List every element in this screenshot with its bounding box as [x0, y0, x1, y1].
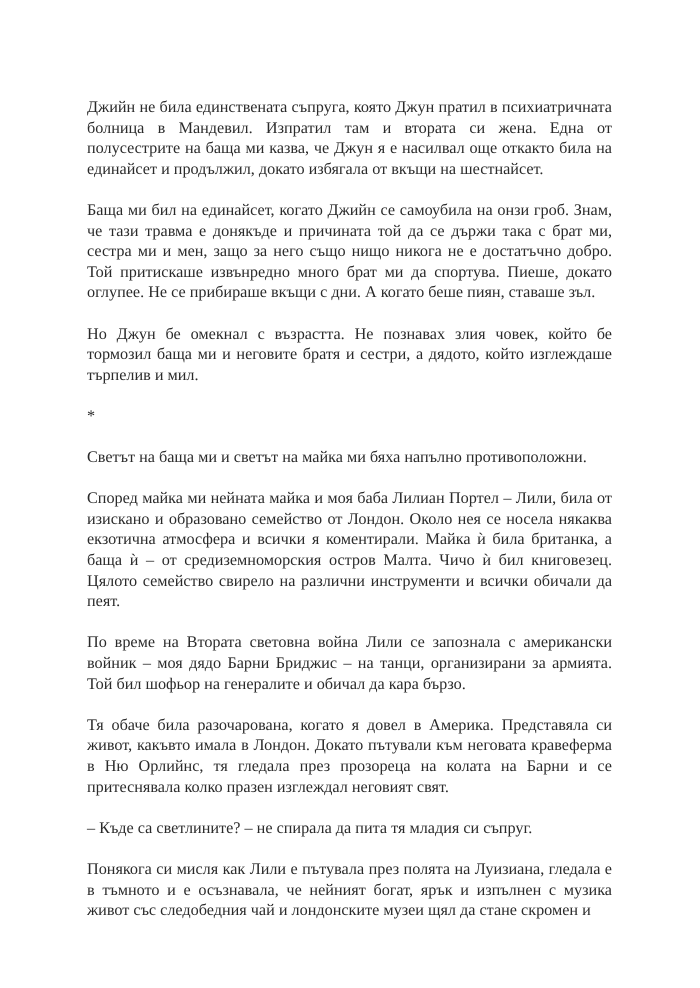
paragraph: Светът на баща ми и светът на майка ми бяха напълно противоположни. [87, 448, 587, 467]
paragraph: Тя обаче била разочарована, когато я довел в Америка. Представяла си живот, какъвто имала в Лондон. Докато пътували към неговата кравеферма в Ню Орлийнс, тя гледала през прозореца на колата на Барни и се притеснявала колко празен изглеждал неговият свят. [87, 715, 612, 796]
paragraph: Джийн не била единствената съпруга, която Джун пратил в психиатричната болница в Мандевил. Изпратил там и втората си жена. Една от полусестрите на баща ми казва, че Джун я е насилвал още откакто била на единайсет и продължил, докато избягала от вкъщи на шестнайсет. [87, 98, 612, 178]
paragraph: Според майка ми нейната майка и моя баба Лилиан Портел – Лили, била от изискано и образовано семейство от Лондон. Около нея се носела някаква екзотична атмосфера и всички я коментирали. Майка ѝ била британка, а баща ѝ – от средиземноморския остров Малта. Чичо ѝ бил книговезец. Цялото семейство свирело на различни инструменти и всички обичали да пеят. [87, 489, 612, 611]
paragraph: Но Джун бе омекнал с възрастта. Не познавах злия човек, който бе тормозил баща ми и неговите братя и сестри, а дядото, който изглеждаше търпелив и мил. [87, 324, 612, 384]
paragraph: По време на Втората световна война Лили се запознала с американски войник – моя дядо Барни Бриджис – на танци, организирани за армията. Той бил шофьор на генералите и обичал да кара бързо. [87, 633, 612, 693]
dialogue-line: – Къде са светлините? – не спирала да пита тя младия си съпруг. [87, 818, 533, 837]
paragraph: Понякога си мисля как Лили е пътувала през полята на Луизиана, гледала е в тъмното и е осъзнавала, че нейният богат, ярък и изпълнен с музика живот със следобедния чай и лондонските музеи щял да стане скромен и [87, 859, 612, 920]
body-text [87, 97, 612, 941]
section-separator: * [87, 406, 96, 425]
paragraph: Баща ми бил на единайсет, когато Джийн се самоубила на онзи гроб. Знам, че тази травма е донякъде и причината той да се държи така с брат ми, сестра ми и мен, защо за него също нищо никога не е достатъчно добро. Той притискаше извънредно много брат ми да спортува. Пиеше, докато оглупее. Не се прибираше вкъщи с дни. А когато беше пиян, ставаше зъл. [87, 200, 612, 302]
